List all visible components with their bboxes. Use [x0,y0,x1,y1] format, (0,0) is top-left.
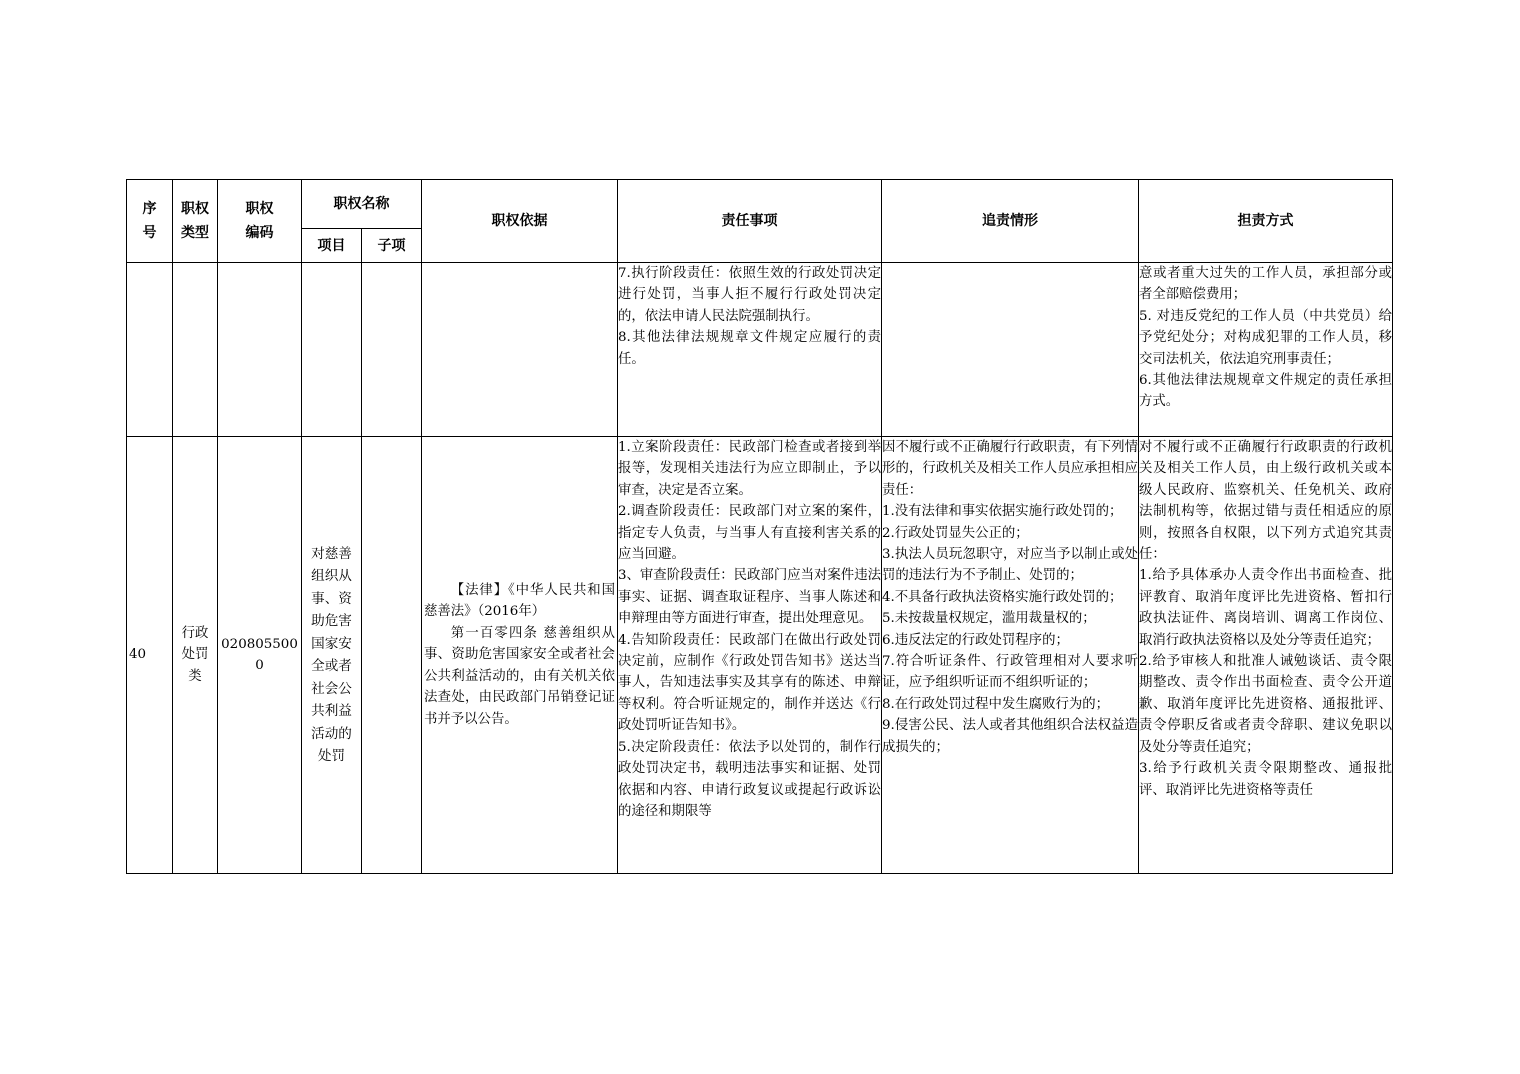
table-row [127,437,1393,874]
row-code [218,263,302,437]
row-type [173,263,218,437]
row-basis [422,263,618,437]
basis-law: 【法律】《中华人民共和国慈善法》（2016年） [424,583,615,620]
row-sub [362,437,422,874]
header-name: 职权名称 [302,180,422,229]
row-responsibility: 7.执行阶段责任：依照生效的行政处罚决定进行处罚，当事人拒不履行行政处罚决定的，依法申请人民法院强制执行。 8.其他法律法规规章文件规定应履行的责任。 [618,263,882,437]
row-accountability [882,263,1139,437]
header-method: 担责方式 [1139,180,1393,263]
basis-article: 第一百零四条 慈善组织从事、资助危害国家安全或者社会公共利益活动的，由有关机关依法查处，由民政部门吊销登记证书并予以公告。 [424,625,615,727]
row-type: 行政 处罚 类 [173,437,218,874]
header-responsibility: 责任事项 [618,180,882,263]
header-basis: 职权依据 [422,180,618,263]
header-type: 职权 类型 [173,180,218,263]
header-code: 职权 编码 [218,180,302,263]
row-seq [127,263,173,437]
power-responsibility-table [126,179,1393,874]
row-seq: 40 [127,437,173,874]
row-code: 0208055000 [218,437,302,874]
table-row [127,263,1393,437]
header-seq: 序 号 [127,180,173,263]
row-responsibility: 1.立案阶段责任：民政部门检查或者接到举报等，发现相关违法行为应立即制止，予以审查，决定是否立案。 2.调查阶段责任：民政部门对立案的案件，指定专人负责，与当事人有直接利害关系的应当回避。 3、审查阶段责任：民政部门应当对案件违法事实、证据、调查取证程序、当事人陈述和申辩理由等方面进行审查，提出处理意见。 4.告知阶段责任：民政部门在做出行政处罚决定前，应制作《行政处罚告知书》送达当事人，告知违法事实及其享有的陈述、申辩等权利。符合听证规定的，制作并送达《行政处罚听证告知书》。 5.决定阶段责任：依法予以处罚的，制作行政处罚决定书，载明违法事实和证据、处罚依据和内容、申请行政复议或提起行政诉讼的途径和期限等 [618,437,882,874]
row-accountability: 因不履行或不正确履行行政职责，有下列情形的，行政机关及相关工作人员应承担相应责任： 1.没有法律和事实依据实施行政处罚的； 2.行政处罚显失公正的； 3.执法人员玩忽职守，对应当予以制止或处罚的违法行为不予制止、处罚的； 4.不具备行政执法资格实施行政处罚的； 5.未按裁量权规定，滥用裁量权的； 6.违反法定的行政处罚程序的； 7.符合听证条件、行政管理相对人要求听证，应予组织听证而不组织听证的； 8.在行政处罚过程中发生腐败行为的； 9.侵害公民、法人或者其他组织合法权益造成损失的； [882,437,1139,874]
row-sub [362,263,422,437]
row-item: 对慈善 组织从 事、资 助危害 国家安 全或者 社会公 共利益 活动的 处罚 [302,437,362,874]
header-name-sub: 子项 [362,229,422,263]
header-accountability: 追责情形 [882,180,1139,263]
row-method: 对不履行或不正确履行行政职责的行政机关及相关工作人员，由上级行政机关或本级人民政府、监察机关、任免机关、政府法制机构等，依据过错与责任相适应的原则，按照各自权限，以下列方式追究其责任： 1.给予具体承办人责令作出书面检查、批评教育、取消年度评比先进资格、暂扣行政执法证件、离岗培训、调离工作岗位、取消行政执法资格以及处分等责任追究； 2.给予审核人和批准人诫勉谈话、责令限期整改、责令作出书面检查、责令公开道歉、取消年度评比先进资格、通报批评、责令停职反省或者责令辞职、建议免职以及处分等责任追究； 3.给予行政机关责令限期整改、通报批评、取消评比先进资格等责任 [1139,437,1393,874]
header-name-item: 项目 [302,229,362,263]
row-item [302,263,362,437]
row-method: 意或者重大过失的工作人员，承担部分或者全部赔偿费用； 5. 对违反党纪的工作人员（中共党员）给予党纪处分；对构成犯罪的工作人员，移交司法机关，依法追究刑事责任； 6.其他法律法规规章文件规定的责任承担方式。 [1139,263,1393,437]
row-basis [422,437,618,874]
